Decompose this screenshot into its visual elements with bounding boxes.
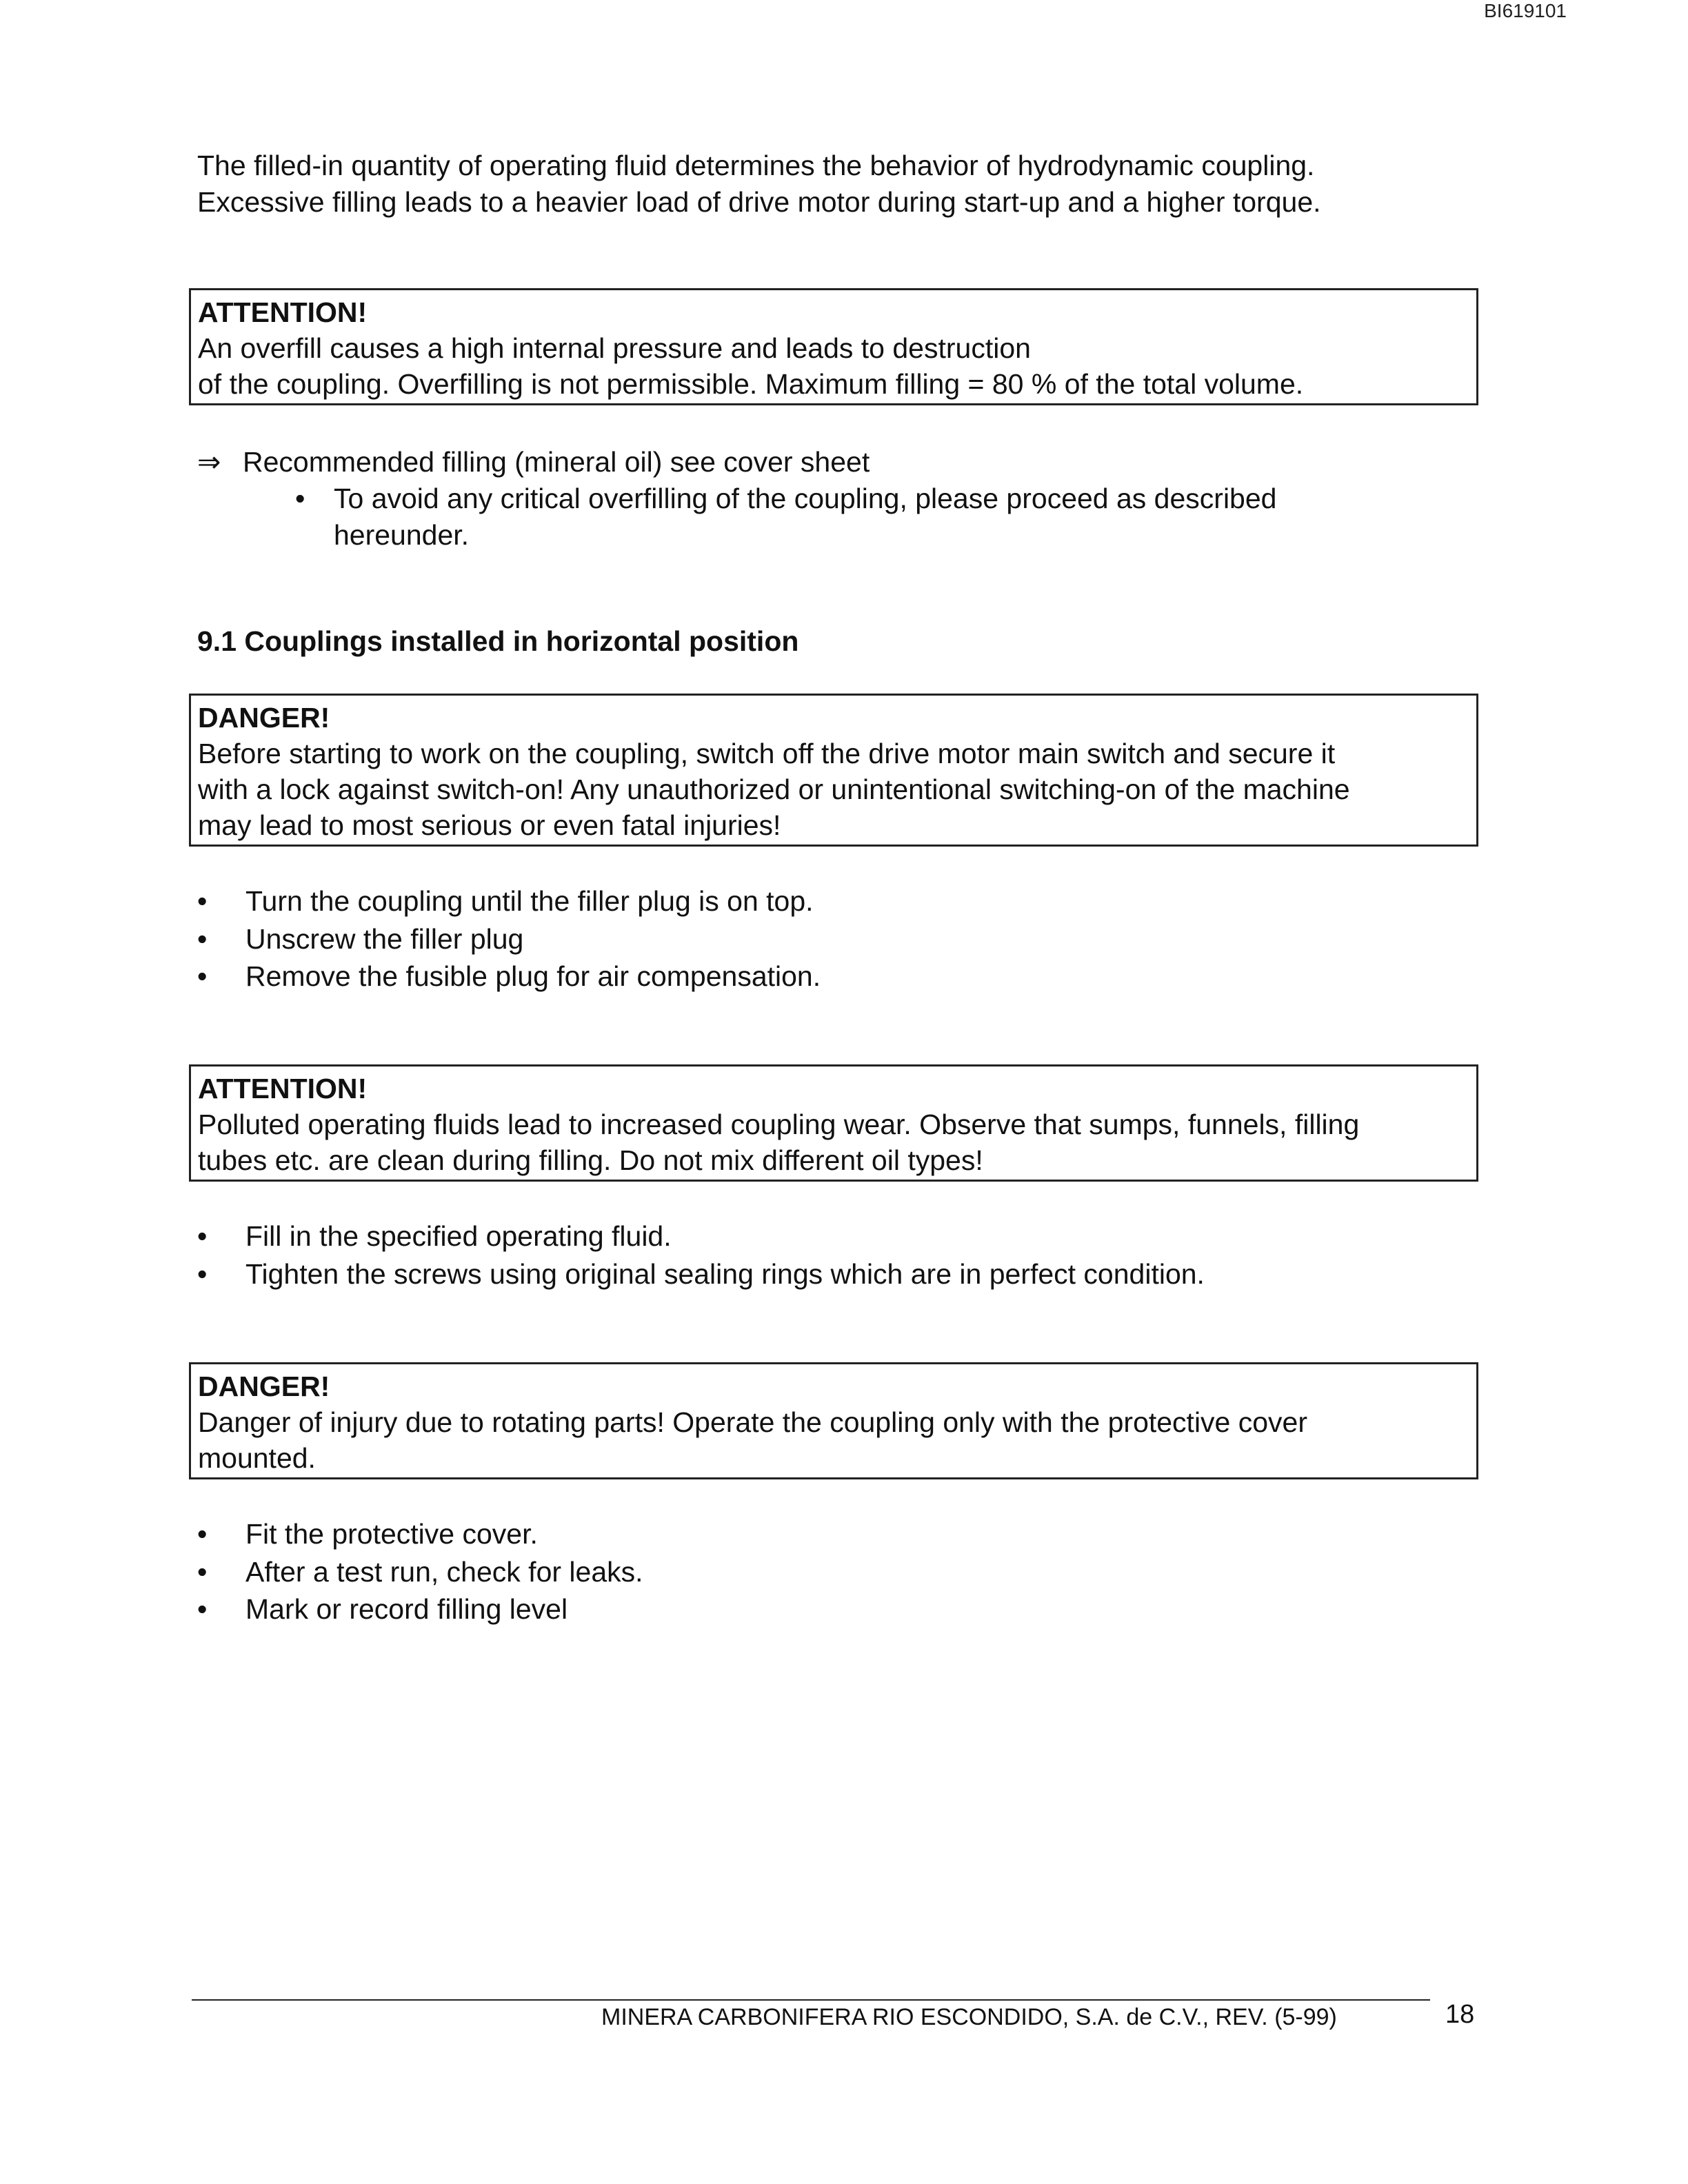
danger-box-lockout bbox=[189, 694, 1478, 847]
list-item-text: Fill in the specified operating fluid. bbox=[245, 1220, 672, 1252]
list-item bbox=[197, 1515, 643, 1553]
attention-title: ATTENTION! bbox=[198, 296, 368, 328]
list-item-text: Fit the protective cover. bbox=[245, 1518, 538, 1550]
bullet-icon: • bbox=[197, 1518, 208, 1550]
list-item bbox=[197, 1590, 643, 1628]
section-heading: 9.1 Couplings installed in horizontal position bbox=[197, 625, 799, 657]
sub-bullet-line: To avoid any critical overfilling of the coupling, please proceed as described bbox=[334, 483, 1277, 514]
sub-bullet-item bbox=[295, 481, 1398, 554]
steps-list-prepare bbox=[197, 882, 821, 995]
bullet-icon: • bbox=[197, 885, 208, 917]
sub-bullet-line: hereunder. bbox=[334, 519, 470, 551]
intro-paragraph bbox=[197, 148, 1507, 221]
page-number: 18 bbox=[1445, 2000, 1475, 2029]
attention-line: An overfill causes a high internal pressure and leads to destruction bbox=[198, 332, 1031, 364]
bullet-icon: • bbox=[197, 960, 208, 992]
list-item-text: Remove the fusible plug for air compensation. bbox=[245, 960, 821, 992]
bullet-icon: • bbox=[197, 1257, 208, 1290]
danger-box-rotating bbox=[189, 1362, 1478, 1479]
bullet-icon: • bbox=[295, 483, 305, 514]
bullet-icon: • bbox=[197, 1593, 208, 1625]
attention-box-pollution bbox=[189, 1064, 1478, 1182]
attention-line: of the coupling. Overfilling is not permissible. Maximum filling = 80 % of the total volume. bbox=[198, 368, 1304, 400]
bullet-icon: • bbox=[197, 1555, 208, 1588]
list-item bbox=[197, 882, 821, 920]
bullet-icon: • bbox=[197, 1220, 208, 1252]
recommendation-line bbox=[197, 444, 870, 481]
danger-title: DANGER! bbox=[198, 1371, 330, 1402]
footer-company: MINERA CARBONIFERA RIO ESCONDIDO, S.A. de C.V., REV. (5-99) bbox=[601, 2004, 1337, 2030]
list-item-text: Turn the coupling until the filler plug is on top. bbox=[245, 885, 814, 917]
danger-line: Before starting to work on the coupling, switch off the drive motor main switch and secure it bbox=[198, 738, 1336, 769]
document-id: BI619101 bbox=[1484, 0, 1567, 21]
list-item bbox=[197, 1553, 643, 1591]
right-arrow-icon: ⇒ bbox=[197, 446, 221, 478]
list-item bbox=[197, 1255, 1205, 1293]
bullet-icon: • bbox=[197, 922, 208, 955]
attention-box-overfill bbox=[189, 288, 1478, 405]
attention-title: ATTENTION! bbox=[198, 1073, 368, 1104]
intro-line: Excessive filling leads to a heavier load of drive motor during start-up and a higher torque. bbox=[197, 186, 1321, 218]
attention-line: Polluted operating fluids lead to increased coupling wear. Observe that sumps, funnels, filling bbox=[198, 1109, 1360, 1140]
list-item-text: Mark or record filling level bbox=[245, 1593, 568, 1625]
danger-line: mounted. bbox=[198, 1442, 316, 1474]
list-item bbox=[197, 958, 821, 995]
attention-line: tubes etc. are clean during filling. Do not mix different oil types! bbox=[198, 1144, 983, 1176]
list-item bbox=[197, 920, 821, 958]
danger-line: may lead to most serious or even fatal injuries! bbox=[198, 809, 781, 841]
danger-title: DANGER! bbox=[198, 702, 330, 734]
recommendation-text: Recommended filling (mineral oil) see cover sheet bbox=[243, 446, 870, 478]
list-item bbox=[197, 1217, 1205, 1255]
danger-line: Danger of injury due to rotating parts! Operate the coupling only with the protective cover bbox=[198, 1406, 1308, 1438]
list-item-text: After a test run, check for leaks. bbox=[245, 1555, 643, 1588]
danger-line: with a lock against switch-on! Any unauthorized or unintentional switching-on of the machine bbox=[198, 774, 1350, 805]
list-item-text: Tighten the screws using original sealing rings which are in perfect condition. bbox=[245, 1257, 1205, 1290]
footer-divider bbox=[192, 1999, 1430, 2001]
steps-list-fill bbox=[197, 1217, 1205, 1293]
list-item-text: Unscrew the filler plug bbox=[245, 922, 524, 955]
intro-line: The filled-in quantity of operating fluid determines the behavior of hydrodynamic coupling. bbox=[197, 150, 1315, 181]
steps-list-finish bbox=[197, 1515, 643, 1628]
